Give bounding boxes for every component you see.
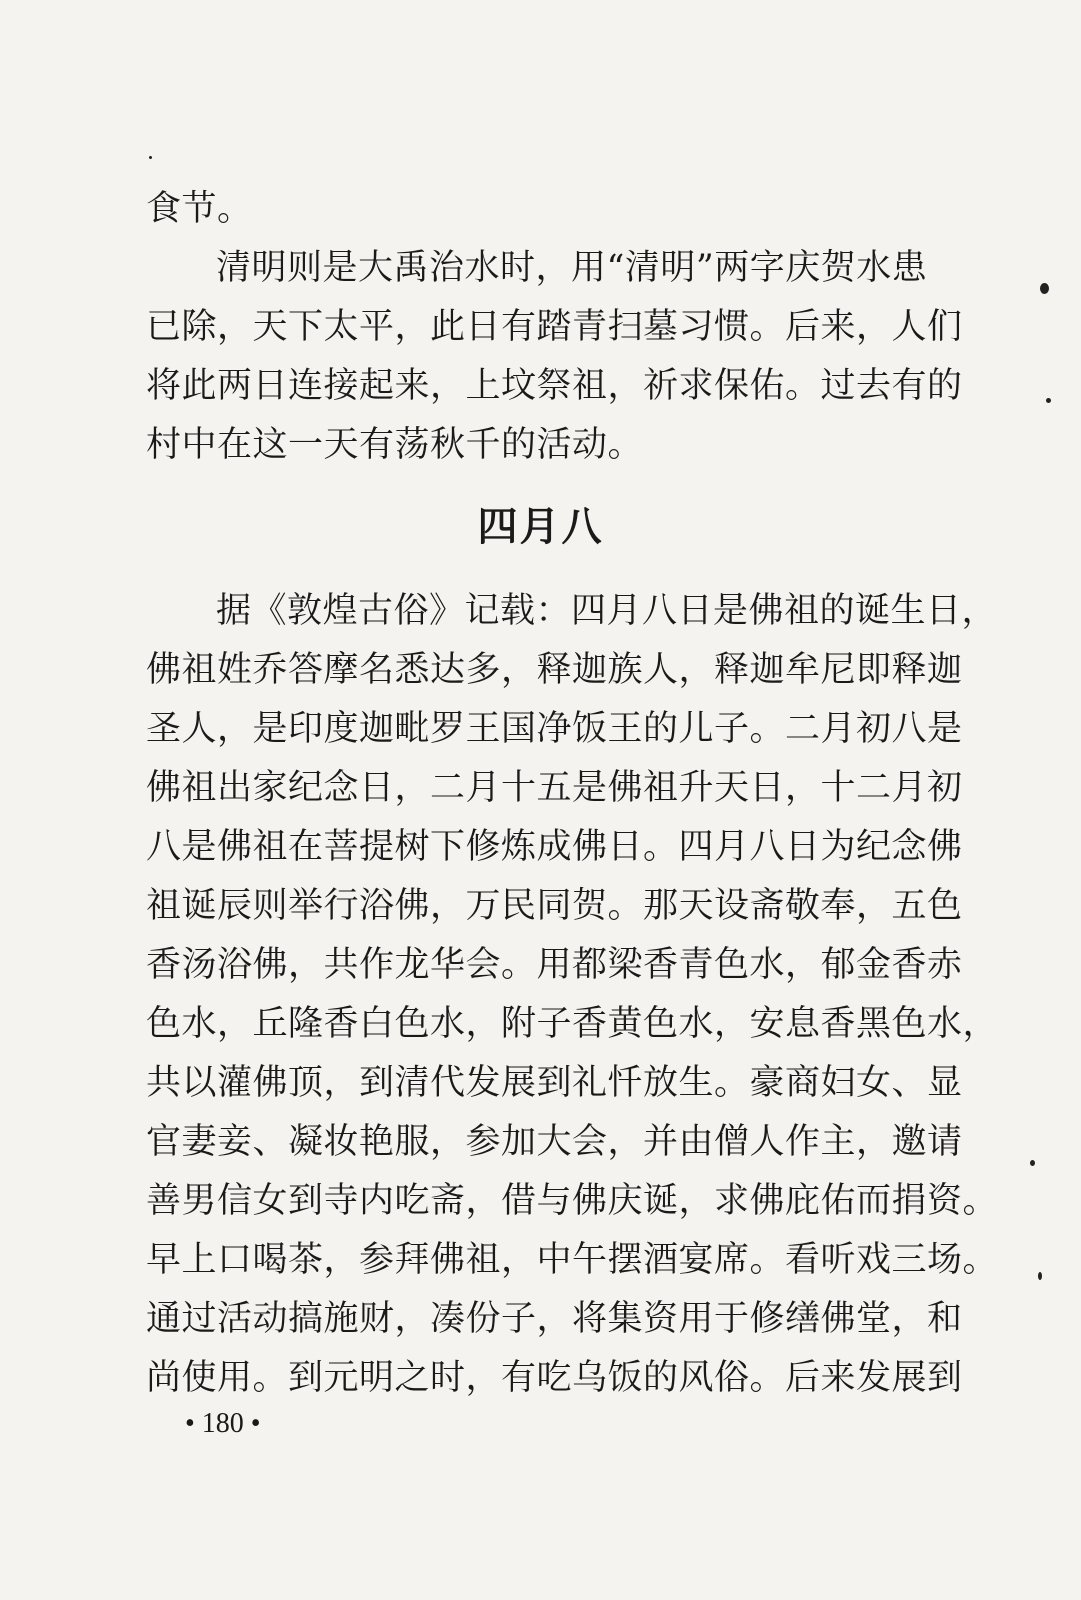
text-line: 圣人，是印度迦毗罗王国净饭王的儿子。二月初八是 [146,709,963,749]
text-line: 尚使用。到元明之时，有吃乌饭的风俗。后来发展到 [146,1358,963,1398]
text-line: 八是佛祖在菩提树下修炼成佛日。四月八日为纪念佛 [146,827,963,867]
text-line: 共以灌佛顶，到清代发展到礼忏放生。豪商妇女、显 [146,1063,963,1103]
text-line: 食节。 [146,189,253,229]
previous-section-text [146,180,963,475]
text-line: 官妻妾、凝妆艳服，参加大会，并由僧人作主，邀请 [146,1122,963,1162]
text-line: 据《敦煌古俗》记载：四月八日是佛祖的诞生日， [216,591,998,631]
text-line: 已除，天下太平，此日有踏青扫墓习惯。后来，人们 [146,307,963,347]
text-line: 村中在这一天有荡秋千的活动。 [146,425,644,465]
text-line: 早上口喝茶，参拜佛祖，中午摆酒宴席。看听戏三场。 [146,1240,999,1280]
text-line: 色水，丘隆香白色水，附子香黄色水，安息香黑色水， [146,1004,999,1044]
text-line: 清明则是大禹治水时，用“清明”两字庆贺水患 [216,248,928,288]
scan-speck [1030,1160,1035,1166]
text-line: 祖诞辰则举行浴佛，万民同贺。那天设斋敬奉，五色 [146,886,963,926]
text-line: 通过活动搞施财，凑份子，将集资用于修缮佛堂，和 [146,1299,963,1339]
text-line: 香汤浴佛，共作龙华会。用都梁香青色水，郁金香赤 [146,945,963,985]
section-body-text [146,582,999,1408]
text-line: 善男信女到寺内吃斋，借与佛庆诞，求佛庇佑而捐资。 [146,1181,999,1221]
scan-speck [1038,1272,1042,1280]
scan-speck [149,156,152,159]
text-line: 佛祖出家纪念日，二月十五是佛祖升天日，十二月初 [146,768,963,808]
scan-speck [1046,398,1051,403]
text-line: 佛祖姓乔答摩名悉达多，释迦族人，释迦牟尼即释迦 [146,650,963,690]
scan-speck [1040,283,1049,294]
text-line: 将此两日连接起来，上坟祭祖，祈求保佑。过去有的 [146,366,963,406]
section-title: 四月八 [477,504,604,550]
page-number: • 180 • [185,1408,261,1439]
